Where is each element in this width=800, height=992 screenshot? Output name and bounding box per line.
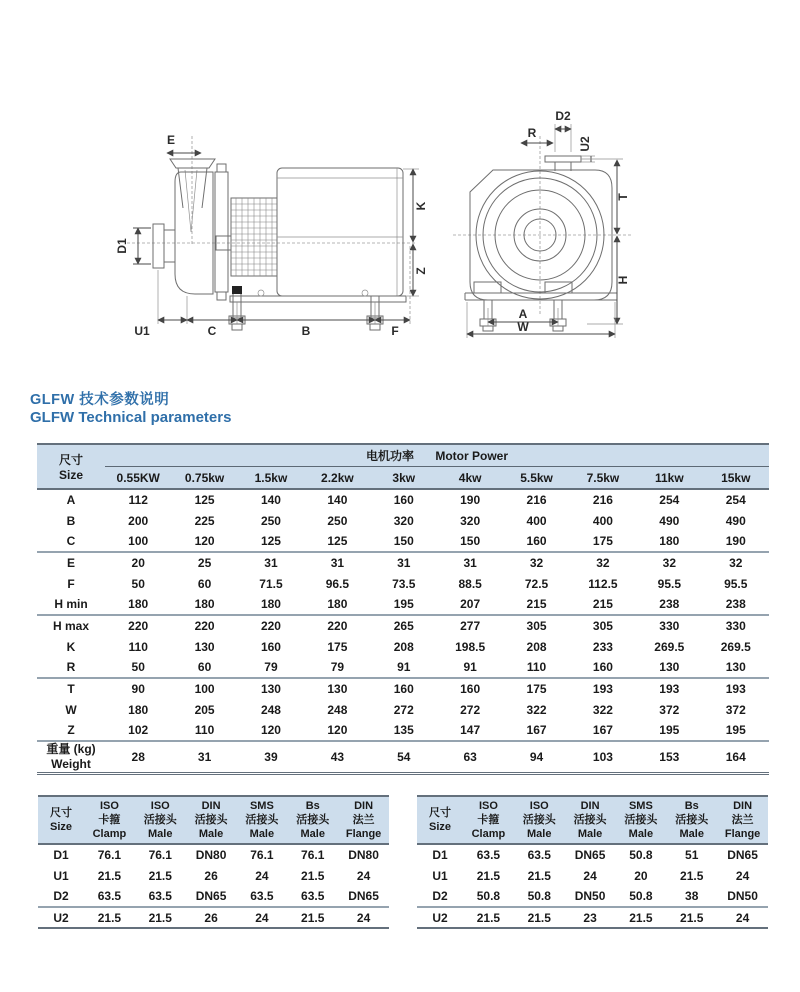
dim-label-d2: D2 [555, 109, 571, 123]
value-cell: 135 [371, 720, 437, 741]
connection-table [417, 795, 768, 929]
value-cell: 125 [238, 531, 304, 552]
dim-label-z: Z [414, 267, 428, 275]
value-cell: 54 [397, 749, 411, 764]
connection-column-header: DIN 活接头 Male [565, 796, 616, 844]
value-cell: 193 [592, 682, 613, 696]
value-cell: 63.5 [476, 848, 501, 862]
connection-table-body [38, 844, 389, 928]
connection-column-header: DIN 法兰 Flange [338, 796, 389, 844]
connection-table-row [417, 886, 768, 907]
value-cell: 320 [393, 513, 414, 528]
connection-table-row [38, 886, 389, 907]
row-label: F [67, 576, 75, 591]
value-cell: 73.5 [392, 576, 416, 591]
value-cell: 25 [197, 556, 212, 570]
value-cell: 102 [105, 720, 171, 741]
value-cell: 63.5 [527, 848, 551, 862]
value-cell: 31 [197, 749, 212, 764]
value-cell: 50.8 [629, 848, 653, 862]
motor-power-header [105, 444, 769, 467]
value-cell: 180 [128, 702, 149, 717]
value-cell: 180 [636, 531, 702, 552]
value-cell: 120 [238, 720, 304, 741]
value-cell: 103 [592, 749, 613, 764]
connection-table-row [417, 865, 768, 886]
value-cell: 215 [570, 594, 636, 615]
value-cell: 21.5 [301, 910, 325, 925]
value-cell: 305 [592, 619, 613, 633]
row-label: R [37, 657, 105, 678]
value-cell: 63.5 [287, 886, 338, 907]
row-label: U1 [53, 868, 69, 883]
value-cell: 248 [327, 702, 348, 717]
value-cell: 63.5 [135, 886, 186, 907]
value-cell: 31 [330, 556, 345, 570]
row-label: C [37, 531, 105, 552]
value-cell: 208 [526, 639, 547, 654]
value-cell: 63.5 [84, 886, 135, 907]
power-column-header: 4kw [437, 467, 503, 490]
technical-parameters-table [37, 443, 769, 775]
value-cell: 150 [371, 531, 437, 552]
value-cell: 39 [264, 749, 278, 764]
value-cell: 330 [659, 619, 680, 633]
value-cell: 32 [662, 556, 676, 570]
value-cell: 100 [105, 531, 171, 552]
main-table-row [37, 657, 769, 678]
value-cell: 31 [397, 556, 411, 570]
value-cell: 60 [197, 576, 212, 591]
value-cell: 216 [526, 493, 547, 507]
motor-power-label-zh: 电机功率 [365, 449, 414, 463]
value-cell: 490 [659, 513, 680, 528]
connection-column-header: DIN 法兰 Flange [717, 796, 768, 844]
main-table-row [37, 720, 769, 741]
main-table-row [37, 489, 769, 510]
value-cell: 195 [371, 594, 437, 615]
value-cell: 330 [725, 619, 746, 633]
value-cell: 21.5 [527, 868, 551, 883]
value-cell: 21.5 [97, 868, 122, 883]
dim-label-k: K [414, 201, 428, 211]
main-table-row [37, 615, 769, 636]
value-cell: 195 [636, 720, 702, 741]
value-cell: 21.5 [629, 910, 653, 925]
value-cell: 31 [463, 556, 477, 570]
row-label: E [66, 556, 75, 570]
row-label: W [65, 702, 77, 717]
value-cell: 180 [105, 594, 171, 615]
dim-label-b: B [301, 324, 311, 338]
value-cell: 76.1 [301, 848, 325, 862]
row-label: U2 [432, 910, 448, 925]
value-cell: 88.5 [458, 576, 482, 591]
power-column-header: 1.5kw [238, 467, 304, 490]
value-cell: 24 [356, 868, 371, 883]
motor-power-header-row [37, 444, 769, 467]
power-column-header: 15kw [703, 467, 769, 490]
value-cell: 195 [703, 720, 769, 741]
row-label: H min [37, 594, 105, 615]
connection-column-header: ISO 卡箍 Clamp [463, 796, 514, 844]
value-cell: 130 [194, 639, 215, 654]
value-cell: 21.5 [148, 910, 172, 925]
value-cell: 254 [659, 493, 680, 507]
value-cell: 20 [131, 556, 145, 570]
row-label: Z [37, 720, 105, 741]
dim-label-a: A [518, 307, 528, 321]
value-cell: 175 [570, 531, 636, 552]
value-cell: 110 [503, 657, 569, 678]
value-cell: 76.1 [148, 848, 172, 862]
value-cell: 400 [592, 513, 613, 528]
dim-label-t: T [616, 193, 630, 201]
value-cell: 160 [260, 639, 281, 654]
value-cell: 91 [371, 657, 437, 678]
row-label: D2 [417, 886, 463, 907]
dim-label-r: R [527, 126, 537, 140]
value-cell: 190 [460, 493, 481, 507]
value-cell: 50.8 [514, 886, 565, 907]
value-cell: 130 [703, 657, 769, 678]
value-cell: 21.5 [97, 910, 122, 925]
connection-column-header: 尺寸 Size [38, 796, 84, 844]
value-cell: 269.5 [720, 639, 751, 654]
value-cell: DN80 [195, 848, 227, 862]
value-cell: 140 [260, 493, 281, 507]
value-cell: 110 [128, 639, 148, 654]
value-cell: 50 [131, 576, 145, 591]
value-cell: 112.5 [588, 576, 618, 591]
value-cell: 31 [264, 556, 278, 570]
main-table-row [37, 573, 769, 594]
value-cell: 91 [437, 657, 503, 678]
value-cell: 110 [171, 720, 237, 741]
value-cell: 225 [194, 513, 215, 528]
value-cell: 20 [634, 868, 648, 883]
motor-power-label-en: Motor Power [435, 449, 509, 463]
power-column-header: 3kw [371, 467, 437, 490]
value-cell: 60 [171, 657, 237, 678]
row-label: K [66, 639, 76, 654]
front-view-drawing [453, 109, 631, 338]
connection-column-header: ISO 活接头 Male [135, 796, 186, 844]
main-table-row [37, 510, 769, 531]
connection-table-row [38, 865, 389, 886]
row-label: D2 [38, 886, 84, 907]
value-cell: 125 [304, 531, 370, 552]
value-cell: 180 [304, 594, 370, 615]
connection-column-header: DIN 活接头 Male [186, 796, 237, 844]
value-cell: 277 [460, 619, 481, 633]
value-cell: 24 [735, 910, 750, 925]
value-cell: 175 [327, 639, 348, 654]
value-cell: 269.5 [654, 639, 685, 654]
value-cell: 180 [238, 594, 304, 615]
dim-label-u2: U2 [578, 136, 592, 152]
value-cell: 112 [128, 493, 148, 507]
value-cell: 63 [463, 749, 477, 764]
value-cell: 76.1 [250, 848, 274, 862]
row-label: D1 [432, 848, 448, 862]
connection-column-header: Bs 活接头 Male [287, 796, 338, 844]
value-cell: 208 [393, 639, 414, 654]
size-label-zh: 尺寸 [58, 453, 83, 467]
value-cell: 79 [238, 657, 304, 678]
main-table-row [37, 531, 769, 552]
value-cell: 24 [356, 910, 371, 925]
dim-label-f: F [391, 324, 399, 338]
value-cell: 220 [260, 619, 281, 633]
value-cell: 96.5 [325, 576, 350, 591]
main-table-body [37, 489, 769, 773]
dim-label-w: W [517, 320, 529, 334]
value-cell: 190 [703, 531, 769, 552]
row-label: D1 [53, 848, 69, 862]
value-cell: DN65 [186, 886, 237, 907]
value-cell: 21.5 [301, 868, 325, 883]
value-cell: 215 [503, 594, 569, 615]
row-label: 重量 (kg) Weight [46, 742, 96, 771]
pump-dimension-drawing [115, 96, 695, 364]
value-cell: 51 [685, 848, 699, 862]
value-cell: DN50 [565, 886, 616, 907]
value-cell: 305 [526, 619, 547, 633]
value-cell: 153 [659, 749, 680, 764]
value-cell: 130 [327, 682, 348, 696]
section-titles [30, 391, 231, 428]
value-cell: 205 [194, 702, 215, 717]
value-cell: 120 [171, 531, 237, 552]
value-cell: 21.5 [527, 910, 551, 925]
size-column-header [37, 444, 105, 489]
value-cell: 322 [592, 702, 613, 717]
value-cell: 372 [725, 702, 746, 717]
value-cell: 24 [583, 868, 597, 883]
value-cell: 220 [327, 619, 348, 633]
row-label: H max [52, 619, 90, 633]
value-cell: 24 [255, 868, 269, 883]
main-table-row [37, 636, 769, 657]
value-cell: 272 [393, 702, 414, 717]
value-cell: 372 [659, 702, 680, 717]
connection-table-body [417, 844, 768, 928]
value-cell: 23 [583, 910, 597, 925]
value-cell: 400 [526, 513, 547, 528]
value-cell: 265 [393, 619, 414, 633]
connection-header-row [417, 796, 768, 844]
value-cell: 233 [592, 639, 613, 654]
value-cell: 160 [503, 531, 569, 552]
value-cell: 220 [194, 619, 215, 633]
power-column-header: 0.55KW [105, 467, 171, 490]
value-cell: 250 [260, 513, 281, 528]
value-cell: 216 [592, 493, 613, 507]
value-cell: 63.5 [236, 886, 287, 907]
value-cell: 72.5 [524, 576, 549, 591]
connection-table-row [417, 844, 768, 865]
value-cell: 160 [460, 682, 481, 696]
value-cell: DN50 [717, 886, 768, 907]
value-cell: 21.5 [476, 868, 501, 883]
value-cell: 38 [666, 886, 717, 907]
value-cell: 250 [327, 513, 348, 528]
value-cell: 200 [128, 513, 149, 528]
value-cell: 320 [460, 513, 481, 528]
power-header-row [37, 467, 769, 490]
value-cell: 164 [725, 749, 746, 764]
value-cell: DN65 [574, 848, 606, 862]
value-cell: 130 [260, 682, 281, 696]
value-cell: DN65 [338, 886, 389, 907]
value-cell: 100 [194, 682, 215, 696]
dim-label-u1: U1 [134, 324, 150, 338]
side-view-drawing [115, 133, 428, 338]
row-label: U1 [432, 868, 448, 883]
connection-table-row [38, 844, 389, 865]
value-cell: 26 [204, 910, 218, 925]
connection-column-header: 尺寸 Size [417, 796, 463, 844]
value-cell: 21.5 [680, 868, 704, 883]
value-cell: 238 [636, 594, 702, 615]
dim-label-d1: D1 [115, 238, 129, 254]
value-cell: 71.5 [259, 576, 283, 591]
power-column-header: 7.5kw [570, 467, 636, 490]
value-cell: 167 [503, 720, 569, 741]
value-cell: 32 [596, 556, 610, 570]
dim-label-e: E [166, 133, 176, 147]
value-cell: 248 [260, 702, 281, 717]
connection-header-row [38, 796, 389, 844]
value-cell: 254 [725, 493, 746, 507]
value-cell: 160 [393, 682, 414, 696]
value-cell: 50.8 [463, 886, 514, 907]
connection-table-row [38, 907, 389, 928]
value-cell: DN80 [348, 848, 379, 862]
value-cell: 120 [304, 720, 370, 741]
row-label: B [66, 513, 76, 528]
main-table-row [37, 741, 769, 773]
main-table-row [37, 594, 769, 615]
value-cell: 28 [131, 749, 145, 764]
row-label: A [66, 493, 76, 507]
main-table-row [37, 699, 769, 720]
section-title-en: GLFW Technical parameters [30, 409, 232, 427]
dim-label-c: C [207, 324, 217, 338]
value-cell: 175 [526, 682, 547, 696]
connection-column-header: SMS 活接头 Male [236, 796, 287, 844]
size-label-en: Size [58, 468, 83, 482]
connection-column-header: ISO 活接头 Male [514, 796, 565, 844]
value-cell: 94 [529, 749, 544, 764]
value-cell: 207 [437, 594, 503, 615]
value-cell: 130 [636, 657, 702, 678]
value-cell: 238 [703, 594, 769, 615]
value-cell: 26 [204, 868, 218, 883]
value-cell: 24 [735, 868, 750, 883]
value-cell: 167 [570, 720, 636, 741]
value-cell: 125 [194, 493, 215, 507]
value-cell: 193 [725, 682, 746, 696]
connection-table [38, 795, 389, 929]
value-cell: 90 [131, 682, 145, 696]
power-column-header: 0.75kw [171, 467, 237, 490]
value-cell: 160 [570, 657, 636, 678]
power-column-header: 2.2kw [304, 467, 370, 490]
value-cell: 50 [105, 657, 171, 678]
value-cell: 322 [526, 702, 547, 717]
main-table-row [37, 678, 769, 699]
row-label: U2 [53, 910, 69, 925]
value-cell: 272 [460, 702, 481, 717]
row-label: T [67, 682, 75, 696]
value-cell: 147 [437, 720, 503, 741]
connection-table-row [417, 907, 768, 928]
value-cell: 32 [729, 556, 743, 570]
dim-label-h: H [616, 275, 630, 285]
value-cell: 21.5 [476, 910, 501, 925]
main-table-row [37, 552, 769, 573]
connection-column-header: Bs 活接头 Male [666, 796, 717, 844]
value-cell: 160 [393, 493, 414, 507]
value-cell: 490 [725, 513, 746, 528]
value-cell: 180 [171, 594, 237, 615]
power-column-header: 11kw [636, 467, 702, 490]
value-cell: 140 [327, 493, 348, 507]
value-cell: 24 [255, 910, 269, 925]
value-cell: 21.5 [148, 868, 172, 883]
value-cell: 43 [330, 749, 345, 764]
value-cell: 220 [128, 619, 149, 633]
value-cell: DN65 [727, 848, 758, 862]
value-cell: 95.5 [657, 576, 681, 591]
value-cell: 193 [659, 682, 680, 696]
value-cell: 95.5 [724, 576, 748, 591]
connection-column-header: SMS 活接头 Male [615, 796, 666, 844]
value-cell: 150 [437, 531, 503, 552]
value-cell: 21.5 [680, 910, 704, 925]
value-cell: 79 [304, 657, 370, 678]
value-cell: 198.5 [455, 639, 486, 654]
connection-column-header: ISO 卡箍 Clamp [84, 796, 135, 844]
value-cell: 50.8 [615, 886, 666, 907]
section-title-zh: GLFW 技术参数说明 [30, 392, 170, 408]
value-cell: 32 [529, 556, 544, 570]
value-cell: 76.1 [97, 848, 122, 862]
power-column-header: 5.5kw [503, 467, 569, 490]
